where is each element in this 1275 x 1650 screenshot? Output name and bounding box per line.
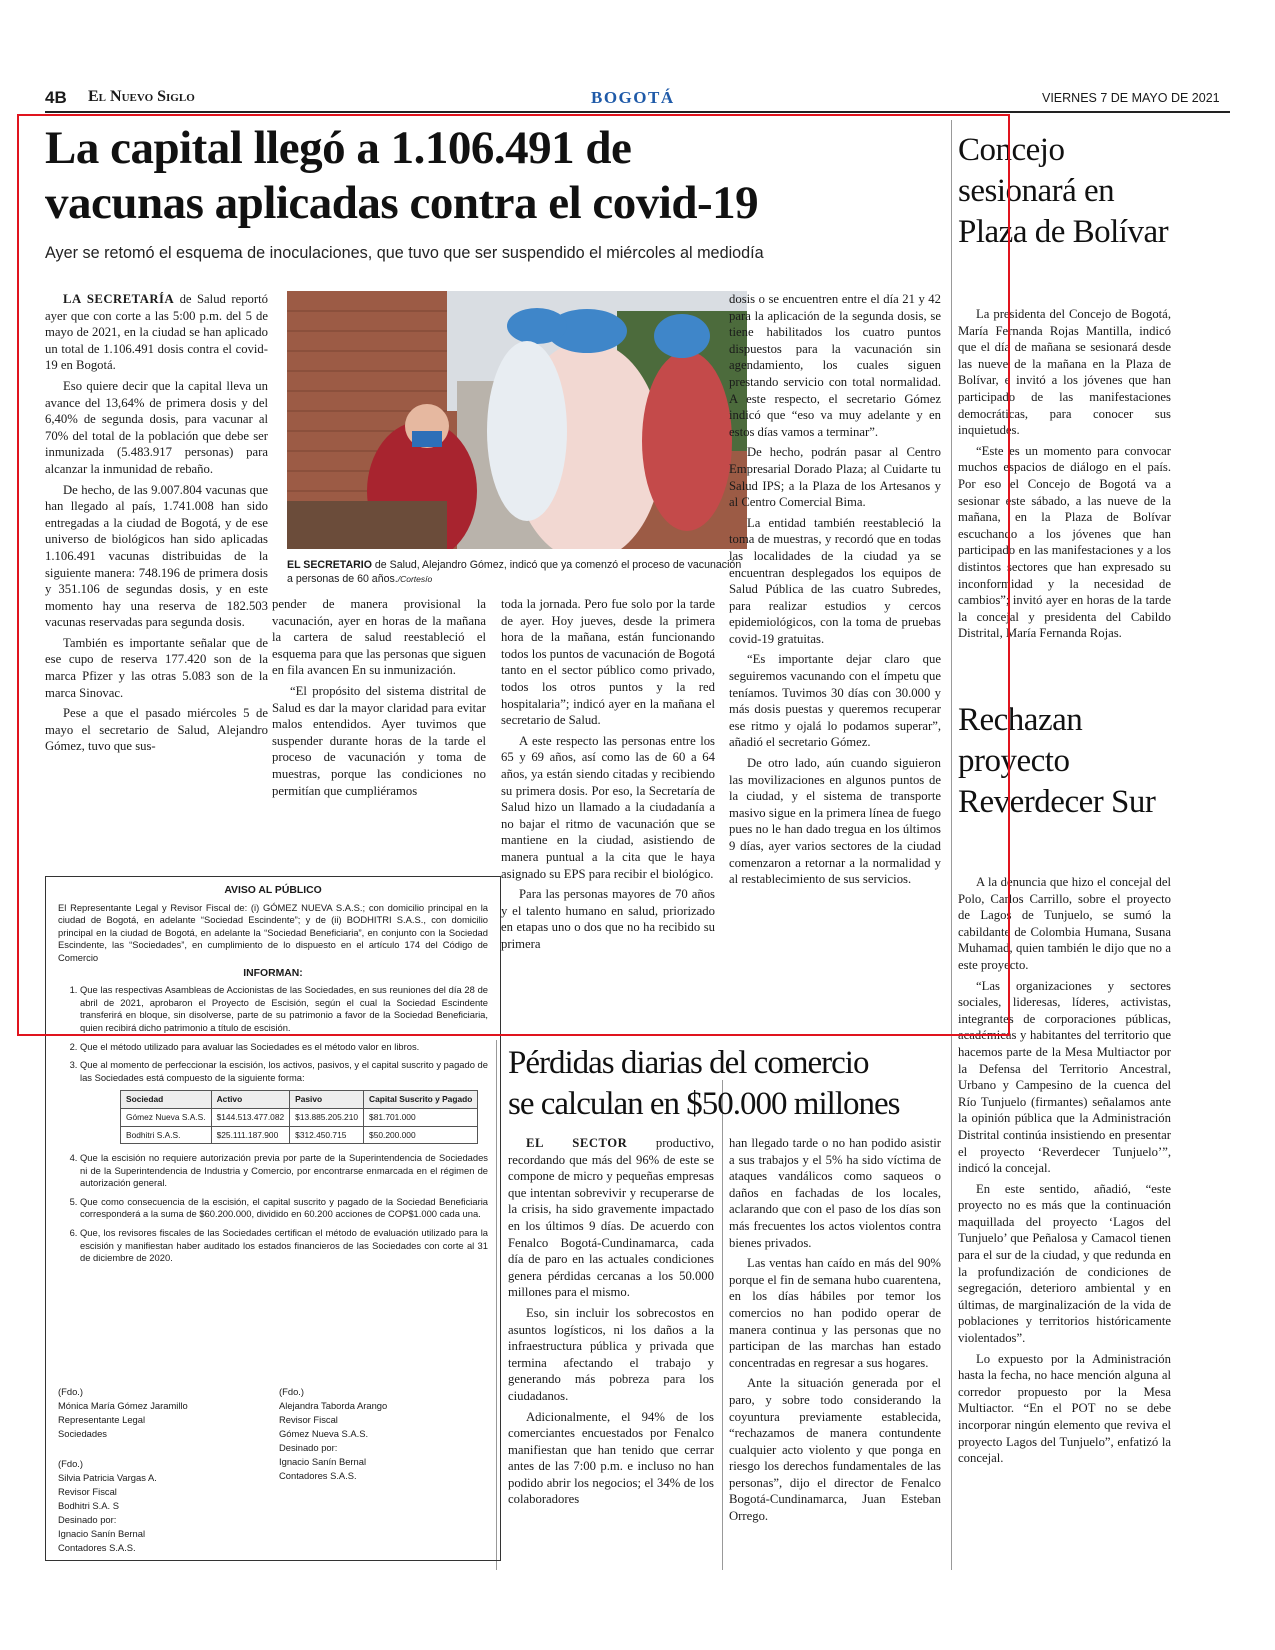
signature-line: Contadores S.A.S.	[58, 1542, 136, 1553]
notice-subtitle: INFORMAN:	[243, 967, 303, 979]
table-cell: $50.200.000	[364, 1126, 478, 1144]
main-lead-word: LA SECRETARÍA	[63, 292, 175, 306]
caption-text: de Salud, Alejandro Gómez, indicó que ya comenzó el proceso de vacunación a personas de 60 años.	[287, 559, 742, 585]
main-col4-p3: La entidad también reestableció la toma de muestras, y recordó que en todas las localidades de la ciudad ya se encuentran desplegados los equipos de Salud Pública de las cuatro Subredes, para realizar estudios y cercos epidemiológicos, con la toma de pruebas covid-19 gratuitas.	[729, 515, 941, 646]
commerce-lead-word: EL SECTOR	[526, 1136, 628, 1150]
notice-title: AVISO AL PÚBLICO	[224, 885, 322, 896]
sidebar-a1-p2: “Este es un momento para convocar muchos espacios de diálogo en el país. Por eso el Concejo de Bogotá va a sesionar este sábado, a las nueve de la mañana, en la Plaza de Bolívar escuchando a los jóvenes que han participado en las manifestaciones y a los distintos sectores que han expresado su inconformidad y la necesidad de cambios”; invitó ayer en horas de la tarde la concejal y presidenta del Cabildo Distrital, María Fernanda Rojas.	[958, 443, 1171, 641]
table-cell: $13.885.205.210	[290, 1108, 364, 1126]
main-col4-p1: dosis o se encuentren entre el día 21 y 42 para la aplicación de la segunda dosis, se tiene habilitados los cuatro puntos dispuestos para la vacunación sin agendamiento, los cuales siguen prestando servicio con total normalidad. A este respecto, el secretario Gómez indicó que “eso va muy adelante y en estos días vamos a terminar”.	[729, 292, 941, 439]
signature-line: Silvia Patricia Vargas A.	[58, 1472, 157, 1483]
caption-credit: /Cortesío	[397, 574, 433, 584]
signature-line: Gómez Nueva S.A.S.	[279, 1428, 369, 1439]
main-col1-p5: Pese a que el pasado miércoles 5 de mayo el secretario de Salud, Alejandro Gómez, tuvo que sus-	[45, 706, 268, 754]
main-col3-p2: A este respecto las personas entre los 65 y 69 años, así como las de 60 a 64 años, ya están siendo citadas y recibiendo su primera dosis. Por eso, la Secretaría de Salud hizo un llamado a la ciudadanía a no bajar el ritmo de vacunación que se mantiene en la ciudad, asistiendo de manera puntual a la cita que le haya asignado su EPS para recibir el biológico.	[501, 733, 715, 881]
sidebar-headline-1: Concejo sesionará en Plaza de Bolívar	[958, 132, 1169, 250]
issue-date: VIERNES 7 DE MAYO DE 2021	[1042, 91, 1220, 105]
main-deck: Ayer se retomó el esquema de inoculaciones, que tuvo que ser suspendido el miércoles al mediodía	[45, 244, 764, 262]
signature-block-2	[279, 1385, 387, 1483]
signature-block-3	[58, 1457, 157, 1555]
signature-line: Ignacio Sanín Bernal	[279, 1456, 367, 1467]
commerce-c1-p3: Adicionalmente, el 94% de los comerciantes encuestados por Fenalco manifiestan que han tenido que cerrar antes de las 7:00 p.m. e incluso no han podido abrir los negocios; el 34% de los colaboradores	[508, 1409, 714, 1507]
notice-item	[80, 1059, 488, 1144]
sidebar-a2-p2: “Las organizaciones y sectores sociales, lideresas, líderes, activistas, integrantes de corporaciones públicas, académicas y habitantes del territorio que hacemos parte de la Mesa Multiactor por la Defensa del Territorio Ancestral, Urbano y Campesino de la cuenca del Río Tunjuelo (firmantes) señalamos ante la opinión pública que la Administración Distrital continúa insistiendo en presentar el proyecto ‘Reverdecer Tunjuelo’”, indicó la concejal.	[958, 978, 1171, 1176]
signature-block-1	[58, 1385, 188, 1441]
commerce-c1-p2: Eso, sin incluir los sobrecostos en asuntos logísticos, ni los daños a la infraestructura pública y privada que termina afectando el trabajo y generando más pobreza para los ciudadanos.	[508, 1305, 714, 1403]
signature-line: (Fdo.)	[279, 1386, 305, 1397]
main-col4-p4: “Es importante dejar claro que seguiremos vacunando con el ímpetu que teníamos. Tuvimos 30 días con 30.000 y más dosis puestas y queremos recuperar ese ritmo y ojalá lo podamos superar”, añadió el secretario Gómez.	[729, 652, 941, 750]
commerce-column-1	[508, 1135, 714, 1512]
commerce-column-2	[729, 1135, 941, 1529]
notice-item: 5. Que como consecuencia de la escisión, el capital suscrito y pagado de la Sociedad Beneficiaria corresponderá a la suma de $60.200.000, dividido en 60.200 acciones de COP$1.000 cada una.	[80, 1196, 488, 1221]
paper-name: El Nuevo Siglo	[88, 88, 195, 105]
table-cell: $25.111.187.900	[211, 1126, 290, 1144]
sidebar-headline-2: Rechazan proyecto Reverdecer Sur	[958, 702, 1156, 820]
commerce-c2-p1: han llegado tarde o no han podido asistir a sus trabajos y el 5% ha sido víctima de ataques vandálicos como saqueos o daños en fachadas de los locales, aclarando que con el paso de los días son más frecuentes los actos violentos contra bienes privados.	[729, 1136, 941, 1250]
notice-intro: El Representante Legal y Revisor Fiscal de: (i) GÓMEZ NUEVA S.A.S.; con domicilio principal en la ciudad de Bogotá, en adelante “Sociedad Escindente”; y de (ii) BODHITRI S.A.S., con domicilio principal en la ciudad de Bogotá, en adelante la “Sociedad Beneficiaria”, en conjunto con la Sociedad Escindente, las “Sociedades”, en cumplimiento de lo dispuesto en el artículo 174 del Código de Comercio	[58, 901, 488, 963]
notice-item: 1. Que las respectivas Asambleas de Accionistas de las Sociedades, en sus reuniones del día 28 de abril de 2021, aprobaron el Proyecto de Escisión, según el cual la Sociedad Escindente transferirá en bloque, sin disolverse, parte de su patrimonio a favor de la Sociedad Beneficiaria, quien recibirá dicho patrimonio a título de escisión.	[80, 984, 488, 1034]
sidebar-a2-p3: En este sentido, añadió, “este proyecto no es más que la continuación maquillada del proyecto ‘Lagos del Tunjuelo’ que Peñalosa y Camacol tienen para el sur de la ciudad, y que redunda en la profundización de condiciones de segregación, deterioro ambiental y en últimas, de marginalización de la vida de poblaciones y territorios históricamente violentados”.	[958, 1181, 1171, 1346]
main-col1-p4: También es importante señalar que de ese cupo de reserva 177.420 son de la marca Pfizer y las otras 5.083 son de la marca Sinovac.	[45, 635, 268, 700]
signature-line: (Fdo.)	[58, 1386, 84, 1397]
signature-line: (Fdo.)	[58, 1458, 84, 1469]
commerce-c2-p3: Ante la situación generada por el paro, y sobre todo considerando la coyuntura previamente establecida, “rechazamos de manera contundente cualquier acto violento y que ponga en riesgo los derechos fundamentales de las personas”, dijo el director de Fenalco Bogotá-Cundinamarca, Juan Esteban Orrego.	[729, 1376, 941, 1524]
table-header-cell: Pasivo	[290, 1091, 364, 1109]
main-headline-line-1: La capital llegó a 1.106.491 de	[45, 122, 632, 174]
table-cell: $144.513.477.082	[211, 1108, 290, 1126]
signature-line: Bodhitri S.A. S	[58, 1500, 119, 1511]
signature-line: Ignacio Sanín Bernal	[58, 1528, 146, 1539]
notice-item: 6. Que, los revisores fiscales de las Sociedades certifican el método de evaluación utilizado para la escisión y manifiestan haber auditado los estados financieros de las Sociedades con corte al 31 de diciembre de 2020.	[80, 1227, 488, 1265]
table-cell: $81.701.000	[364, 1108, 478, 1126]
column-divider	[722, 1080, 723, 1570]
signature-line: Representante Legal	[58, 1414, 146, 1425]
table-cell: Bodhitri S.A.S.	[121, 1126, 212, 1144]
signature-line: Revisor Fiscal	[58, 1486, 117, 1497]
sidebar-a2-p4: Lo expuesto por la Administración hasta la fecha, no hace mención alguna al corredor propuesto por la Mesa Multiactor. “En el POT no se debe incorporar ningún elemento que reviva el proyecto Lagos del Tunjuelo”, enfatizó la concejal.	[958, 1351, 1171, 1466]
signature-line: Alejandra Taborda Arango	[279, 1400, 388, 1411]
table-row	[121, 1108, 478, 1126]
signature-line: Revisor Fiscal	[279, 1414, 338, 1425]
commerce-c1-p1: productivo, recordando que más del 96% de este se compone de micro y pequeñas empresas que intentan sobrevivir y recuperarse de la crisis, ha sido gravemente impactado en los últimos 9 días. De acuerdo con Fenalco Bogotá-Cundinamarca, cada día de paro en las actuales condiciones genera pérdidas cercanas a los 50.000 millones para el mismo.	[508, 1136, 714, 1300]
table-cell: $312.450.715	[290, 1126, 364, 1144]
main-headline-line-2: vacunas aplicadas contra el covid-19	[45, 177, 759, 229]
notice-item-text: Que al momento de perfeccionar la escisión, los activos, pasivos, y el capital suscrito y pagado de las Sociedades está compuesto de la siguiente forma:	[80, 1059, 488, 1083]
section-name: BOGOTÁ	[591, 88, 675, 107]
sidebar-a2-p1: A la denuncia que hizo el concejal del Polo, Carlos Carrillo, sobre el proyecto de Lagos de Tunjuelo, se sumó la cabildante de Colombia Humana, Susana Muhamad, quien también le dijo que no a este proyecto.	[958, 875, 1171, 972]
signature-line: Mónica María Gómez Jaramillo	[58, 1400, 188, 1411]
main-col2-p2: “El propósito del sistema distrital de Salud es dar la mayor claridad para evitar malos entendidos. Ayer tuvimos que suspender durante horas de la tarde el proceso de vacunación y toma de muestras, porque las condiciones no permitían que cumpliéramos	[272, 683, 486, 798]
main-col4-p2: De hecho, podrán pasar al Centro Empresarial Dorado Plaza; al Cuidarte tu Salud IPS; a la Plaza de los Artesanos y al Centro Comercial Bima.	[729, 445, 941, 510]
main-col4-p5: De otro lado, aún cuando siguieron las movilizaciones en algunos puntos de la ciudad, y el sistema de transporte masivo sigue en la primera línea de fuego pues no le han dado tregua en los últimos 9 días, ayer varios sectores de la ciudad comenzaron a retornar a la normalidad y al restablecimiento de sus servicios.	[729, 756, 941, 887]
notice-item: 2. Que el método utilizado para avaluar las Sociedades es el método valor en libros.	[80, 1041, 488, 1054]
commerce-c2-p2: Las ventas han caído en más del 90% porque el fin de semana hubo cuarentena, en los días hábiles por temor los comercios no han podido operar de manera continua y las personas que no participan de las marchas han estado concentradas en regresar a sus hogares.	[729, 1256, 941, 1370]
page-number: 4B	[45, 88, 67, 107]
main-col2-p1: pender de manera provisional la vacunación, ayer en horas de la mañana la cartera de salud reestableció el esquema para que las personas que siguen en fila avancen En su inmunización.	[272, 597, 486, 678]
table-header-cell: Sociedad	[121, 1091, 212, 1109]
sidebar-a1-p1: La presidenta del Concejo de Bogotá, María Fernanda Rojas Mantilla, indicó que el día de mañana se sesionará desde las nueve de la mañana en la Plaza de Bolívar, e invitó a los jóvenes que han participado de las manifestaciones democráticas, para conocer sus inquietudes.	[958, 307, 1171, 438]
main-col3-p1: toda la jornada. Pero fue solo por la tarde de ayer. Hoy jueves, desde la primera hora de la mañana, están funcionando todos los puntos de vacunación de Bogotá tanto en el sector público como privado, todos los otros puntos y la red hospitalaria”; indicó ayer en la mañana el secretario de Salud.	[501, 597, 715, 728]
notice-item: 4. Que la escisión no requiere autorización previa por parte de la Superintendencia de Sociedades ni de la Superintendencia de Industria y Comercio, por encontrarse enmarcada en el régimen de autorización general.	[80, 1152, 488, 1190]
commerce-headline-line-1: Pérdidas diarias del comercio	[508, 1045, 869, 1081]
signature-line: Sociedades	[58, 1428, 107, 1439]
main-col3-p3: Para las personas mayores de 70 años y el talento humano en salud, priorizado en etapas uno o dos que no ha recibido su primera	[501, 887, 715, 951]
main-col1-p3: De hecho, de las 9.007.804 vacunas que han llegado al país, 1.741.008 han sido entregadas a la ciudad de Bogotá, y de ese universo de biológicos han sido aplicadas 1.106.491 vacunas distribuidas de la siguiente manera: 748.196 de primera dosis y 351.106 de segundas dosis, y en este momento hay una reserva de 182.503 vacunas reservadas para segunda dosis.	[45, 482, 268, 630]
signature-line: Contadores S.A.S.	[279, 1470, 357, 1481]
masthead-rule	[45, 111, 1230, 113]
caption-lead: EL SECRETARIO	[287, 559, 372, 571]
highlight-frame	[17, 114, 1010, 1036]
signature-line: Desinado por:	[58, 1514, 117, 1525]
main-col1-p1: de Salud reportó ayer que con corte a las 5:00 p.m. del 5 de mayo de 2021, en la ciudad se han aplicado un total de 1.106.491 dosis contra el covid-19 en Bogotá.	[45, 292, 268, 373]
table-cell: Gómez Nueva S.A.S.	[121, 1108, 212, 1126]
main-col1-p2: Eso quiere decir que la capital lleva un avance del 13,64% de primera dosis y del 6,40% de segunda dosis, para vacunar al 70% del total de la población que debe ser inmunizada (5.483.917 personas) para alcanzar la inmunidad de rebaño.	[45, 378, 268, 476]
signature-line: Desinado por:	[279, 1442, 338, 1453]
table-header-cell: Activo	[211, 1091, 290, 1109]
table-header-row	[121, 1091, 478, 1109]
commerce-headline-line-2: se calculan en $50.000 millones	[508, 1086, 900, 1122]
notice-table	[120, 1090, 478, 1144]
table-row	[121, 1126, 478, 1144]
table-header-cell: Capital Suscrito y Pagado	[364, 1091, 478, 1109]
